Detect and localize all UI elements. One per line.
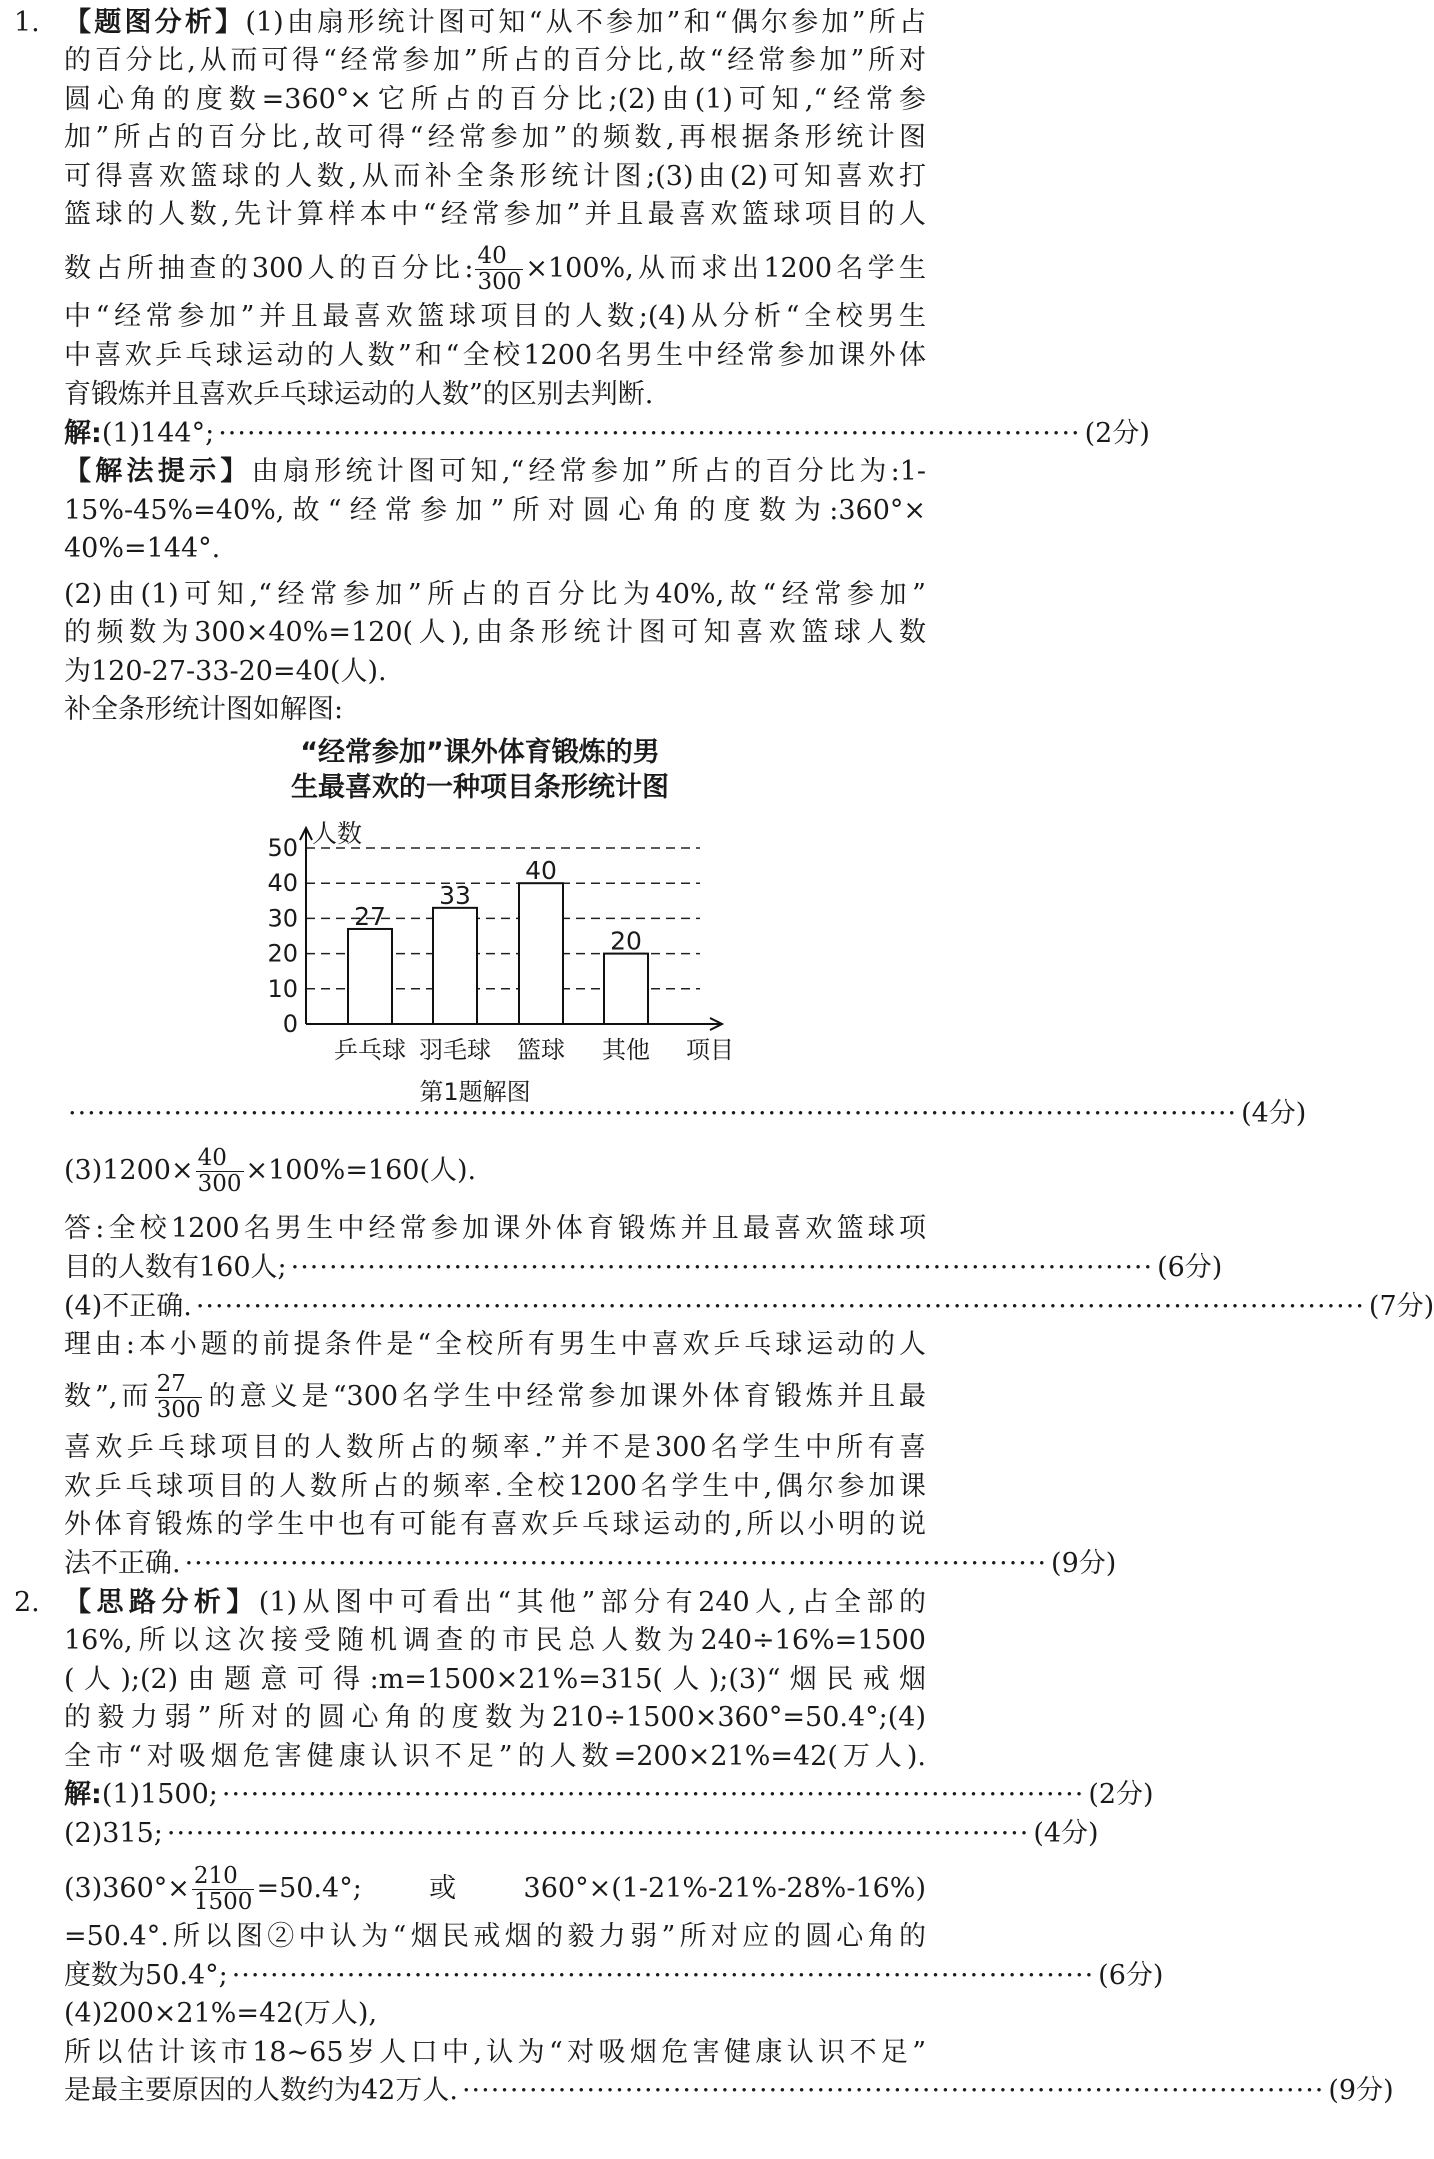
category-label: 其他 bbox=[602, 1036, 650, 1064]
y-tick-label: 50 bbox=[267, 834, 298, 862]
q2-solution-4-line-2: 所以估计该市18~65岁人口中,认为“对吸烟危害健康认识不足” bbox=[64, 2037, 926, 2068]
hint-heading: 【解法提示】 bbox=[64, 456, 252, 487]
q2-score-9: (9分) bbox=[1328, 2075, 1394, 2106]
bar-value-label: 33 bbox=[439, 880, 471, 910]
q2-solution-3: (3)360°× $\frac{210}{1500}$ =50.4°;或360°×(1-21%-21%-28%-16%) bbox=[64, 1863, 926, 1915]
score-9: (9分) bbox=[1051, 1548, 1117, 1579]
reason-line-6: 法不正确. ·························································································· (9分) bbox=[64, 1545, 926, 1584]
q1-analysis-line-3: 圆心角的度数=360°×它所占的百分比;(2)由(1)可知,“经常参 bbox=[64, 84, 926, 115]
bar-value-label: 20 bbox=[610, 926, 642, 956]
category-label: 羽毛球 bbox=[419, 1036, 491, 1064]
q2-analysis-line-3: (人);(2)由题意可得:m=1500×21%=315(人);(3)“烟民戒烟 bbox=[64, 1664, 926, 1695]
q1-analysis-line-8: 中“经常参加”并且最喜欢篮球项目的人数;(4)从分析“全校男生 bbox=[64, 301, 926, 332]
q1-part3: (3)1200× $\frac{40}{300}$ ×100%=160(人). bbox=[64, 1145, 477, 1197]
bar-羽毛球 bbox=[433, 908, 477, 1024]
q2-solution-1: 解:(1)1500; ·························································································· (2分) bbox=[64, 1776, 926, 1815]
question-number-2: 2. bbox=[14, 1587, 40, 1618]
q2-analysis-line-5: 全市“对吸烟危害健康认识不足”的人数=200×21%=42(万人). bbox=[64, 1741, 926, 1772]
question-number-1: 1. bbox=[14, 7, 40, 38]
q1-analysis-fraction-line: 数占所抽查的300人的百分比: $\frac{40}{300}$ ×100%,从而求出1200名学生 bbox=[64, 243, 926, 295]
chart-caption: 第1题解图 bbox=[419, 1078, 531, 1106]
q1-analysis-line-10: 育锻炼并且喜欢乒乓球运动的人数”的区别去判断. bbox=[64, 379, 654, 410]
q1-analysis-line-2: 的百分比,从而可得“经常参加”所占的百分比,故“经常参加”所对 bbox=[64, 45, 926, 76]
q2-analysis-line-1: 【思路分析】(1)从图中可看出“其他”部分有240人,占全部的 bbox=[64, 1587, 927, 1618]
score-4: (4分) bbox=[1241, 1098, 1307, 1129]
bar-value-label: 27 bbox=[354, 901, 386, 931]
hint-line-1: 【解法提示】由扇形统计图可知,“经常参加”所占的百分比为:1- bbox=[64, 456, 927, 487]
hint-line-3: 40%=144°. bbox=[64, 533, 221, 564]
q2-analysis-line-2: 16%,所以这次接受随机调查的市民总人数为240÷16%=1500 bbox=[64, 1625, 926, 1656]
fraction-27-300: $\frac{27}{300}$ bbox=[156, 1371, 201, 1423]
q1-analysis-line-9: 中喜欢乒乓球运动的人数”和“全校1200名男生中经常参加课外体 bbox=[64, 340, 926, 371]
q1-analysis-line-4: 加”所占的百分比,故可得“经常参加”的频数,再根据条形统计图 bbox=[64, 122, 926, 153]
reason-line-5: 外体育锻炼的学生中也有可能有喜欢乒乓球运动的,所以小明的说 bbox=[64, 1509, 926, 1540]
y-axis-label: 人数 bbox=[312, 819, 363, 848]
reason-line-1: 理由:本小题的前提条件是“全校所有男生中喜欢乒乓球运动的人 bbox=[64, 1329, 926, 1360]
reason-line-3: 喜欢乒乓球项目的人数所占的频率.”并不是300名学生中所有喜 bbox=[64, 1432, 926, 1463]
q2-analysis-heading: 【思路分析】 bbox=[64, 1587, 259, 1618]
answer-line-1: 答:全校1200名男生中经常参加课外体育锻炼并且最喜欢篮球项 bbox=[64, 1213, 926, 1244]
fraction-210-1500: $\frac{210}{1500}$ bbox=[193, 1863, 253, 1915]
q1-score-4-line: ·························································································································· (4分) bbox=[64, 1095, 926, 1134]
y-tick-label: 10 bbox=[267, 974, 298, 1003]
q2-score-4: (4分) bbox=[1033, 1818, 1099, 1849]
q1-analysis-line-5: 可得喜欢篮球的人数,从而补全条形统计图;(3)由(2)可知喜欢打 bbox=[64, 161, 926, 192]
fraction-40-300: $\frac{40}{300}$ bbox=[477, 243, 522, 295]
reason-fraction-line: 数”,而 $\frac{27}{300}$ 的意义是“300名学生中经常参加课外体育锻炼并且最 bbox=[64, 1371, 927, 1423]
q2-solution-3-line-3: 度数为50.4°; ·························································································· (6分) bbox=[64, 1957, 926, 1996]
chart-title-line-1: “经常参加”课外体育锻炼的男 bbox=[300, 737, 660, 768]
reason-line-4: 欢乒乓球项目的人数所占的频率.全校1200名学生中,偶尔参加课 bbox=[64, 1471, 926, 1502]
q2-score-6: (6分) bbox=[1098, 1960, 1164, 1991]
category-label: 乒乓球 bbox=[334, 1036, 406, 1064]
y-tick-label: 20 bbox=[267, 939, 298, 968]
q1-part2-line-3: 为120-27-33-20=40(人). bbox=[64, 656, 387, 687]
bar-篮球 bbox=[519, 883, 563, 1024]
chart-title-line-2: 生最喜欢的一种项目条形统计图 bbox=[291, 772, 669, 803]
y-tick-label: 40 bbox=[267, 869, 298, 898]
q2-score-2: (2分) bbox=[1088, 1779, 1154, 1810]
q1-solution-1: 解:(1)144°; ·························································································· (2分) bbox=[64, 415, 926, 454]
q2-solution-4-line-3: 是最主要原因的人数约为42万人. ·························································································· (9分) bbox=[64, 2072, 926, 2111]
q1-part2-line-2: 的频数为300×40%=120(人),由条形统计图可知喜欢篮球人数 bbox=[64, 617, 926, 648]
category-label: 篮球 bbox=[517, 1036, 565, 1064]
bar-其他 bbox=[604, 954, 648, 1024]
complete-chart-text: 补全条形统计图如解图: bbox=[64, 694, 344, 725]
q2-solution-2: (2)315; ·························································································· (4分) bbox=[64, 1815, 926, 1854]
hint-line-2: 15%-45%=40%,故“经常参加”所对圆心角的度数为:360°× bbox=[64, 495, 926, 526]
q1-analysis-line-6: 篮球的人数,先计算样本中“经常参加”并且最喜欢篮球项目的人 bbox=[64, 199, 926, 230]
x-axis-label: 项目 bbox=[686, 1036, 734, 1064]
y-tick-label: 30 bbox=[267, 904, 298, 933]
y-tick-label: 0 bbox=[282, 1010, 298, 1038]
analysis-heading: 【题图分析】 bbox=[64, 7, 246, 38]
q1-analysis-line-1: 【题图分析】(1)由扇形统计图可知“从不参加”和“偶尔参加”所占 bbox=[64, 7, 926, 38]
bar-乒乓球 bbox=[348, 929, 392, 1024]
answer-line-2: 目的人数有160人; ·························································································· (6分) bbox=[64, 1249, 926, 1288]
bar-value-label: 40 bbox=[525, 856, 557, 886]
q2-solution-3-line-2: =50.4°.所以图②中认为“烟民戒烟的毅力弱”所对应的圆心角的 bbox=[64, 1921, 926, 1952]
bar-chart bbox=[0, 808, 950, 1108]
q1-part4: (4)不正确. ·························································································································· (7分) bbox=[64, 1288, 926, 1327]
score-6: (6分) bbox=[1157, 1252, 1223, 1283]
q1-part2-line-1: (2)由(1)可知,“经常参加”所占的百分比为40%,故“经常参加” bbox=[64, 579, 926, 610]
fraction-40-300-b: $\frac{40}{300}$ bbox=[197, 1145, 242, 1197]
q2-analysis-line-4: 的毅力弱”所对的圆心角的度数为210÷1500×360°=50.4°;(4) bbox=[64, 1702, 926, 1733]
q2-solution-4: (4)200×21%=42(万人), bbox=[64, 1998, 378, 2029]
score-2: (2分) bbox=[1084, 418, 1150, 449]
score-7: (7分) bbox=[1368, 1291, 1434, 1322]
